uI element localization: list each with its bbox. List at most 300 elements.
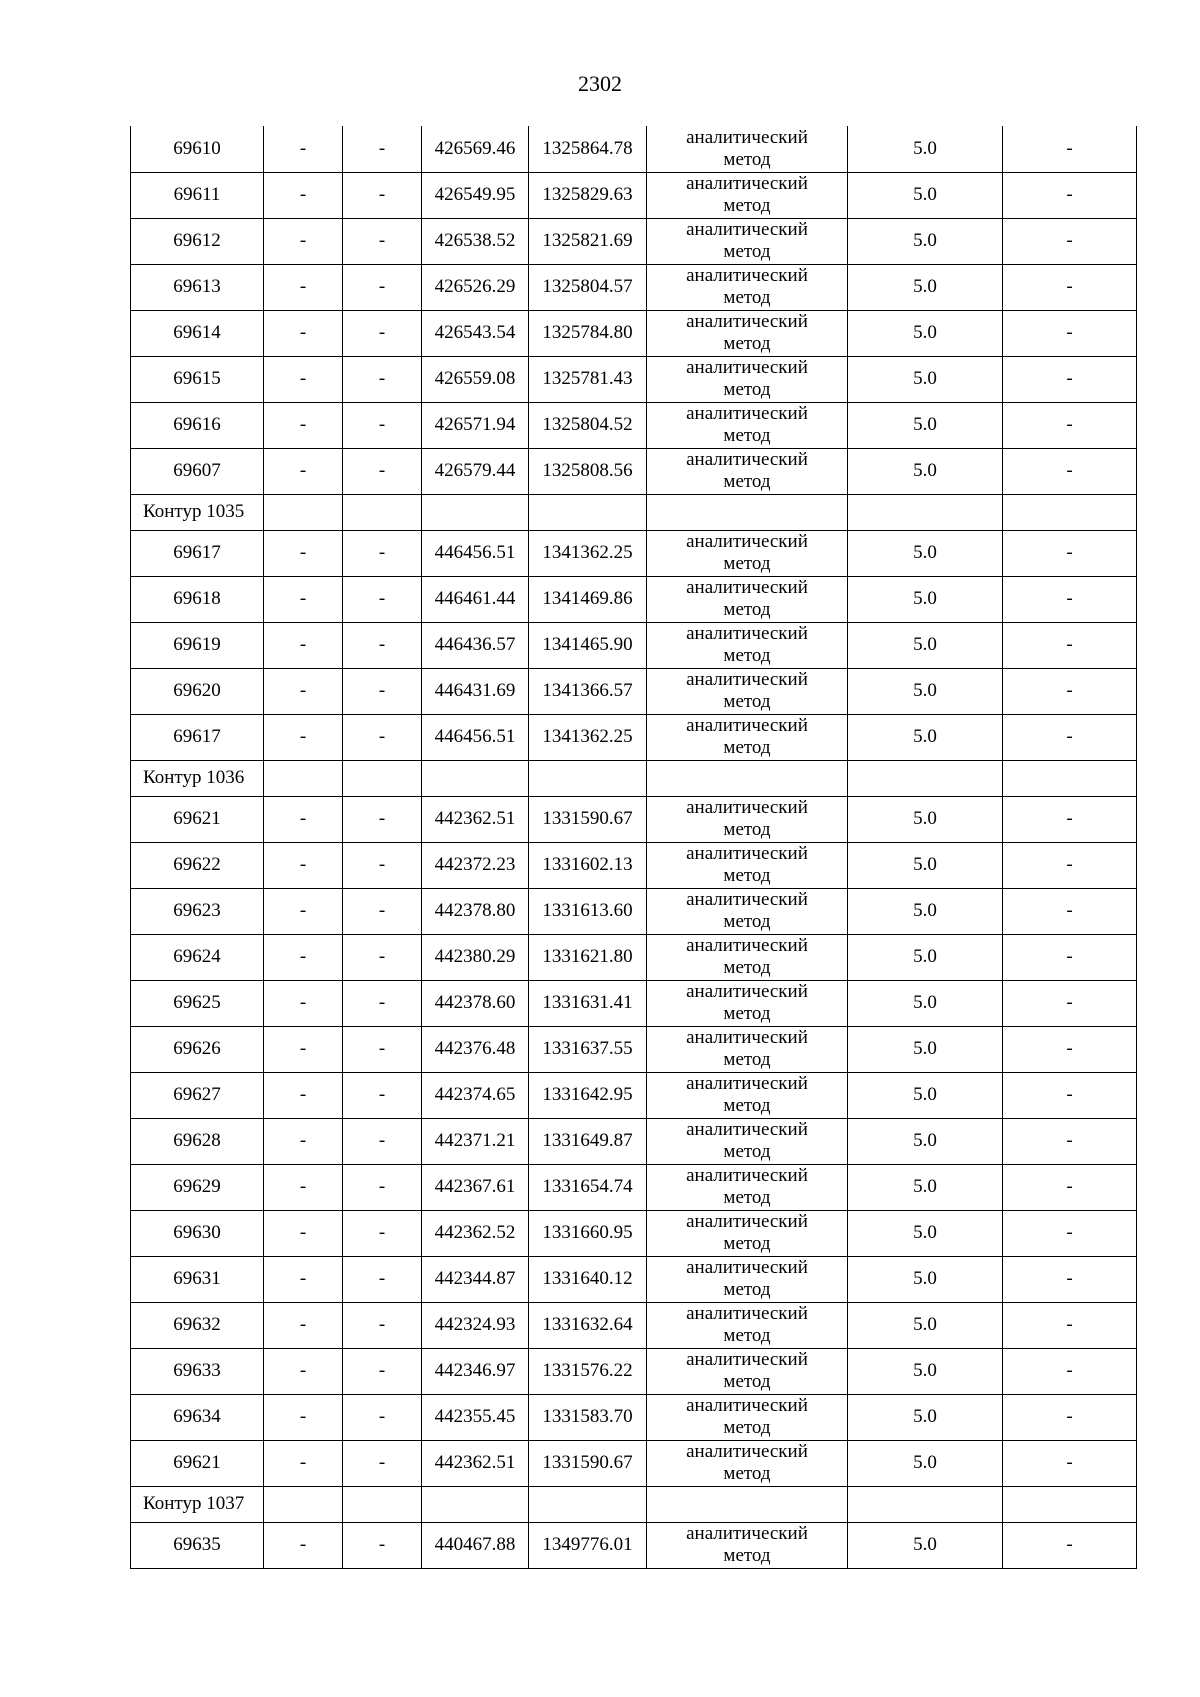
method-line-1: аналитический [686,1119,808,1140]
x-coordinate-cell: 442346.97 [422,1348,529,1394]
table-row [131,1348,1137,1394]
empty-dash-cell: - [264,1072,343,1118]
accuracy-cell: 5.0 [848,980,1003,1026]
empty-dash-cell: - [264,576,343,622]
accuracy-cell: 5.0 [848,934,1003,980]
blank-cell [1003,1486,1137,1522]
y-coordinate-cell: 1325781.43 [529,356,647,402]
note-cell: - [1003,888,1137,934]
note-cell: - [1003,1522,1137,1568]
note-cell: - [1003,1026,1137,1072]
accuracy-cell: 5.0 [848,576,1003,622]
note-cell: - [1003,714,1137,760]
note-cell: - [1003,356,1137,402]
empty-dash-cell: - [343,796,422,842]
method-line-2: метод [723,1003,771,1024]
accuracy-cell: 5.0 [848,1256,1003,1302]
method-line-1: аналитический [686,219,808,240]
method-line-2: метод [723,1463,771,1484]
y-coordinate-cell: 1325864.78 [529,126,647,172]
y-coordinate-cell: 1331631.41 [529,980,647,1026]
x-coordinate-cell: 446456.51 [422,530,529,576]
empty-dash-cell: - [343,218,422,264]
empty-dash-cell: - [264,402,343,448]
method-cell [647,1394,848,1440]
method-cell [647,1522,848,1568]
x-coordinate-cell: 442371.21 [422,1118,529,1164]
empty-dash-cell: - [343,126,422,172]
method-cell [647,530,848,576]
empty-dash-cell: - [264,1026,343,1072]
x-coordinate-cell: 442324.93 [422,1302,529,1348]
point-number-cell: 69607 [131,448,264,494]
empty-dash-cell: - [343,888,422,934]
accuracy-cell: 5.0 [848,448,1003,494]
method-cell [647,218,848,264]
x-coordinate-cell: 426579.44 [422,448,529,494]
x-coordinate-cell: 426569.46 [422,126,529,172]
accuracy-cell: 5.0 [848,1026,1003,1072]
point-number-cell: 69621 [131,1440,264,1486]
blank-cell [848,760,1003,796]
point-number-cell: 69627 [131,1072,264,1118]
blank-cell [422,494,529,530]
empty-dash-cell: - [343,1210,422,1256]
note-cell: - [1003,1394,1137,1440]
method-line-1: аналитический [686,1349,808,1370]
coordinates-table [130,126,1137,1569]
accuracy-cell: 5.0 [848,622,1003,668]
empty-dash-cell: - [264,264,343,310]
empty-dash-cell: - [264,714,343,760]
method-line-1: аналитический [686,889,808,910]
blank-cell [647,1486,848,1522]
x-coordinate-cell: 440467.88 [422,1522,529,1568]
empty-dash-cell: - [343,714,422,760]
method-line-2: метод [723,148,771,170]
empty-dash-cell: - [264,796,343,842]
table-row [131,842,1137,888]
y-coordinate-cell: 1331637.55 [529,1026,647,1072]
x-coordinate-cell: 442378.80 [422,888,529,934]
blank-cell [343,494,422,530]
method-line-1: аналитический [686,1027,808,1048]
table-row [131,448,1137,494]
accuracy-cell: 5.0 [848,530,1003,576]
method-cell [647,1210,848,1256]
x-coordinate-cell: 426543.54 [422,310,529,356]
method-cell [647,1348,848,1394]
method-line-1: аналитический [686,577,808,598]
x-coordinate-cell: 442376.48 [422,1026,529,1072]
table-row [131,356,1137,402]
method-cell [647,356,848,402]
method-cell [647,842,848,888]
empty-dash-cell: - [264,126,343,172]
note-cell: - [1003,218,1137,264]
accuracy-cell: 5.0 [848,310,1003,356]
method-line-1: аналитический [686,126,808,148]
method-line-2: метод [723,1187,771,1208]
blank-cell [529,760,647,796]
empty-dash-cell: - [264,622,343,668]
method-cell [647,126,848,172]
blank-cell [529,494,647,530]
y-coordinate-cell: 1325821.69 [529,218,647,264]
empty-dash-cell: - [343,842,422,888]
empty-dash-cell: - [343,1522,422,1568]
method-cell [647,1118,848,1164]
method-line-1: аналитический [686,669,808,690]
contour-label: Контур 1035 [131,494,264,530]
table-row [131,1164,1137,1210]
method-line-2: метод [723,1279,771,1300]
method-line-2: метод [723,957,771,978]
method-cell [647,1440,848,1486]
method-cell [647,622,848,668]
note-cell: - [1003,402,1137,448]
table-row [131,310,1137,356]
blank-cell [1003,494,1137,530]
method-line-2: метод [723,737,771,758]
empty-dash-cell: - [343,1118,422,1164]
point-number-cell: 69635 [131,1522,264,1568]
accuracy-cell: 5.0 [848,1348,1003,1394]
empty-dash-cell: - [264,888,343,934]
note-cell: - [1003,668,1137,714]
point-number-cell: 69624 [131,934,264,980]
contour-label: Контур 1036 [131,760,264,796]
method-line-2: метод [723,1095,771,1116]
table-row [131,934,1137,980]
y-coordinate-cell: 1325804.57 [529,264,647,310]
method-cell [647,1164,848,1210]
accuracy-cell: 5.0 [848,1072,1003,1118]
note-cell: - [1003,842,1137,888]
method-line-2: метод [723,1141,771,1162]
note-cell: - [1003,934,1137,980]
blank-cell [1003,760,1137,796]
note-cell: - [1003,126,1137,172]
method-line-1: аналитический [686,173,808,194]
method-line-1: аналитический [686,1165,808,1186]
x-coordinate-cell: 426571.94 [422,402,529,448]
point-number-cell: 69631 [131,1256,264,1302]
point-number-cell: 69612 [131,218,264,264]
point-number-cell: 69625 [131,980,264,1026]
note-cell: - [1003,310,1137,356]
table-row [131,622,1137,668]
method-line-2: метод [723,819,771,840]
empty-dash-cell: - [343,1394,422,1440]
y-coordinate-cell: 1331621.80 [529,934,647,980]
point-number-cell: 69633 [131,1348,264,1394]
empty-dash-cell: - [264,218,343,264]
note-cell: - [1003,1072,1137,1118]
table-row [131,888,1137,934]
y-coordinate-cell: 1331649.87 [529,1118,647,1164]
method-cell [647,888,848,934]
table-row [131,218,1137,264]
method-cell [647,402,848,448]
note-cell: - [1003,530,1137,576]
x-coordinate-cell: 426549.95 [422,172,529,218]
x-coordinate-cell: 442355.45 [422,1394,529,1440]
method-line-1: аналитический [686,1211,808,1232]
x-coordinate-cell: 446436.57 [422,622,529,668]
y-coordinate-cell: 1331660.95 [529,1210,647,1256]
note-cell: - [1003,1164,1137,1210]
accuracy-cell: 5.0 [848,888,1003,934]
method-line-1: аналитический [686,265,808,286]
y-coordinate-cell: 1325808.56 [529,448,647,494]
method-line-1: аналитический [686,1303,808,1324]
empty-dash-cell: - [343,1164,422,1210]
y-coordinate-cell: 1341362.25 [529,714,647,760]
blank-cell [848,494,1003,530]
method-line-2: метод [723,1545,771,1566]
method-line-2: метод [723,553,771,574]
blank-cell [264,1486,343,1522]
method-line-2: метод [723,1325,771,1346]
x-coordinate-cell: 442372.23 [422,842,529,888]
method-cell [647,668,848,714]
y-coordinate-cell: 1331632.64 [529,1302,647,1348]
table-row [131,1026,1137,1072]
empty-dash-cell: - [343,934,422,980]
accuracy-cell: 5.0 [848,356,1003,402]
accuracy-cell: 5.0 [848,796,1003,842]
method-line-1: аналитический [686,1395,808,1416]
point-number-cell: 69617 [131,714,264,760]
table-row [131,1210,1137,1256]
blank-cell [422,1486,529,1522]
method-line-2: метод [723,1371,771,1392]
method-line-2: метод [723,195,771,216]
y-coordinate-cell: 1331583.70 [529,1394,647,1440]
empty-dash-cell: - [343,1072,422,1118]
empty-dash-cell: - [264,668,343,714]
y-coordinate-cell: 1331590.67 [529,1440,647,1486]
table-row [131,576,1137,622]
note-cell: - [1003,1440,1137,1486]
note-cell: - [1003,796,1137,842]
note-cell: - [1003,1118,1137,1164]
point-number-cell: 69632 [131,1302,264,1348]
blank-cell [529,1486,647,1522]
table-row [131,530,1137,576]
method-cell [647,310,848,356]
point-number-cell: 69623 [131,888,264,934]
method-line-1: аналитический [686,1073,808,1094]
y-coordinate-cell: 1331654.74 [529,1164,647,1210]
method-line-1: аналитический [686,843,808,864]
empty-dash-cell: - [343,1302,422,1348]
contour-header-row [131,494,1137,530]
page-number: 2302 [578,71,622,96]
point-number-cell: 69630 [131,1210,264,1256]
method-line-2: метод [723,1417,771,1438]
note-cell: - [1003,980,1137,1026]
method-line-2: метод [723,645,771,666]
method-cell [647,934,848,980]
empty-dash-cell: - [343,264,422,310]
method-cell [647,796,848,842]
method-line-2: метод [723,691,771,712]
empty-dash-cell: - [264,172,343,218]
accuracy-cell: 5.0 [848,1440,1003,1486]
point-number-cell: 69626 [131,1026,264,1072]
method-line-1: аналитический [686,797,808,818]
accuracy-cell: 5.0 [848,1118,1003,1164]
x-coordinate-cell: 442362.51 [422,796,529,842]
empty-dash-cell: - [343,310,422,356]
point-number-cell: 69634 [131,1394,264,1440]
table-row [131,980,1137,1026]
point-number-cell: 69611 [131,172,264,218]
blank-cell [848,1486,1003,1522]
method-line-2: метод [723,379,771,400]
point-number-cell: 69614 [131,310,264,356]
method-line-1: аналитический [686,1523,808,1544]
method-cell [647,576,848,622]
method-line-1: аналитический [686,449,808,470]
y-coordinate-cell: 1331602.13 [529,842,647,888]
x-coordinate-cell: 442367.61 [422,1164,529,1210]
method-line-2: метод [723,287,771,308]
table-row [131,1440,1137,1486]
contour-header-row [131,760,1137,796]
accuracy-cell: 5.0 [848,1394,1003,1440]
y-coordinate-cell: 1331613.60 [529,888,647,934]
method-line-1: аналитический [686,715,808,736]
method-cell [647,1026,848,1072]
blank-cell [422,760,529,796]
empty-dash-cell: - [264,530,343,576]
contour-header-row [131,1486,1137,1522]
method-line-2: метод [723,1233,771,1254]
x-coordinate-cell: 426538.52 [422,218,529,264]
table-row [131,1072,1137,1118]
method-line-1: аналитический [686,623,808,644]
method-line-2: метод [723,865,771,886]
empty-dash-cell: - [343,402,422,448]
method-line-2: метод [723,241,771,262]
empty-dash-cell: - [264,1302,343,1348]
note-cell: - [1003,448,1137,494]
x-coordinate-cell: 446461.44 [422,576,529,622]
empty-dash-cell: - [343,1348,422,1394]
blank-cell [264,760,343,796]
method-line-1: аналитический [686,1441,808,1462]
note-cell: - [1003,264,1137,310]
method-line-1: аналитический [686,531,808,552]
empty-dash-cell: - [343,448,422,494]
note-cell: - [1003,1256,1137,1302]
note-cell: - [1003,172,1137,218]
table-row [131,172,1137,218]
accuracy-cell: 5.0 [848,126,1003,172]
y-coordinate-cell: 1331640.12 [529,1256,647,1302]
note-cell: - [1003,1348,1137,1394]
empty-dash-cell: - [264,310,343,356]
y-coordinate-cell: 1341469.86 [529,576,647,622]
empty-dash-cell: - [264,1256,343,1302]
table-row [131,714,1137,760]
point-number-cell: 69616 [131,402,264,448]
y-coordinate-cell: 1349776.01 [529,1522,647,1568]
x-coordinate-cell: 426559.08 [422,356,529,402]
method-line-1: аналитический [686,981,808,1002]
method-cell [647,1256,848,1302]
method-cell [647,980,848,1026]
method-cell [647,1072,848,1118]
accuracy-cell: 5.0 [848,668,1003,714]
method-line-1: аналитический [686,935,808,956]
accuracy-cell: 5.0 [848,1302,1003,1348]
empty-dash-cell: - [264,1394,343,1440]
table-row [131,1522,1137,1568]
y-coordinate-cell: 1325804.52 [529,402,647,448]
empty-dash-cell: - [343,1440,422,1486]
accuracy-cell: 5.0 [848,1522,1003,1568]
y-coordinate-cell: 1341465.90 [529,622,647,668]
y-coordinate-cell: 1331590.67 [529,796,647,842]
method-cell [647,448,848,494]
table-row [131,1118,1137,1164]
accuracy-cell: 5.0 [848,1164,1003,1210]
point-number-cell: 69619 [131,622,264,668]
table-row [131,1256,1137,1302]
method-line-2: метод [723,599,771,620]
y-coordinate-cell: 1341366.57 [529,668,647,714]
x-coordinate-cell: 442374.65 [422,1072,529,1118]
empty-dash-cell: - [343,530,422,576]
method-line-1: аналитический [686,311,808,332]
x-coordinate-cell: 426526.29 [422,264,529,310]
blank-cell [647,494,848,530]
note-cell: - [1003,1302,1137,1348]
x-coordinate-cell: 442380.29 [422,934,529,980]
contour-label: Контур 1037 [131,1486,264,1522]
point-number-cell: 69618 [131,576,264,622]
empty-dash-cell: - [343,668,422,714]
table-row [131,1302,1137,1348]
empty-dash-cell: - [264,448,343,494]
y-coordinate-cell: 1331576.22 [529,1348,647,1394]
y-coordinate-cell: 1325784.80 [529,310,647,356]
y-coordinate-cell: 1325829.63 [529,172,647,218]
point-number-cell: 69615 [131,356,264,402]
note-cell: - [1003,622,1137,668]
y-coordinate-cell: 1341362.25 [529,530,647,576]
method-line-1: аналитический [686,1257,808,1278]
empty-dash-cell: - [264,980,343,1026]
x-coordinate-cell: 442362.52 [422,1210,529,1256]
empty-dash-cell: - [343,172,422,218]
method-cell [647,264,848,310]
empty-dash-cell: - [264,1440,343,1486]
accuracy-cell: 5.0 [848,402,1003,448]
empty-dash-cell: - [343,622,422,668]
empty-dash-cell: - [264,934,343,980]
method-line-2: метод [723,471,771,492]
empty-dash-cell: - [343,1256,422,1302]
table-row [131,796,1137,842]
x-coordinate-cell: 442378.60 [422,980,529,1026]
method-line-1: аналитический [686,357,808,378]
accuracy-cell: 5.0 [848,172,1003,218]
